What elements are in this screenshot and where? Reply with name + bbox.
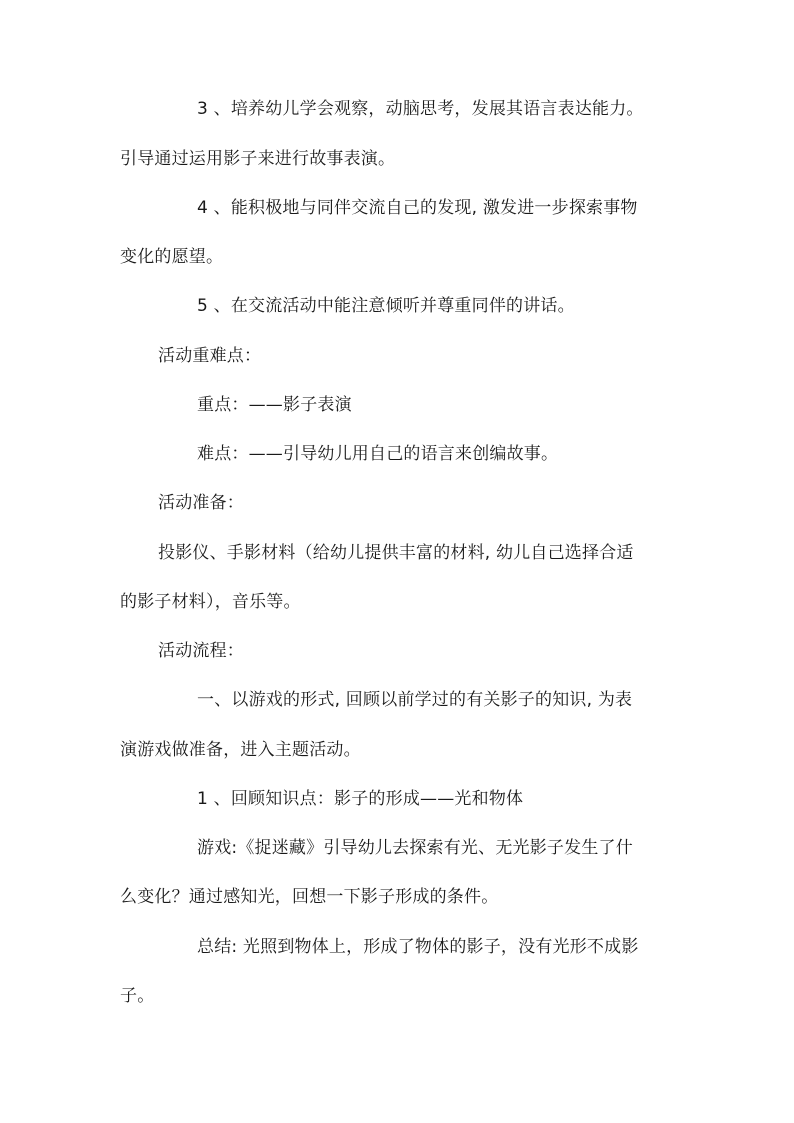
goal-3-line-1: 3 、培养幼儿学会观察，动脑思考，发展其语言表达能力。 <box>197 99 644 119</box>
review-point-line: 1 、回顾知识点：影子的形成——光和物体 <box>197 789 524 809</box>
goal-5-line: 5 、在交流活动中能注意倾听并尊重同伴的讲话。 <box>197 296 575 316</box>
goal-3-line-2: 引导通过运用影子来进行故事表演。 <box>120 149 396 169</box>
goal-4-line-2: 变化的愿望。 <box>120 247 224 267</box>
key-difficulty-heading: 活动重难点： <box>158 346 262 366</box>
preparation-line-2: 的影子材料），音乐等。 <box>120 592 301 612</box>
process-heading: 活动流程： <box>158 641 244 661</box>
game-line-1: 游戏:《捉迷藏》引导幼儿去探索有光、无光影子发生了什 <box>197 838 633 858</box>
preparation-heading: 活动准备： <box>158 493 244 513</box>
key-point-line: 重点：——影子表演 <box>197 395 352 415</box>
preparation-line-1: 投影仪、手影材料（给幼儿提供丰富的材料, 幼儿自己选择合适 <box>158 543 634 563</box>
goal-4-line-1: 4 、能积极地与同伴交流自己的发现, 激发进一步探索事物 <box>197 198 638 218</box>
difficulty-line: 难点：——引导幼儿用自己的语言来创编故事。 <box>197 444 559 464</box>
step-one-line-2: 演游戏做准备，进入主题活动。 <box>120 740 361 760</box>
summary-line-1: 总结: 光照到物体上，形成了物体的影子，没有光形不成影 <box>197 937 639 957</box>
game-line-2: 么变化？通过感知光，回想一下影子形成的条件。 <box>120 887 499 907</box>
step-one-line-1: 一、以游戏的形式, 回顾以前学过的有关影子的知识, 为表 <box>197 690 633 710</box>
summary-line-2: 子。 <box>120 986 155 1006</box>
